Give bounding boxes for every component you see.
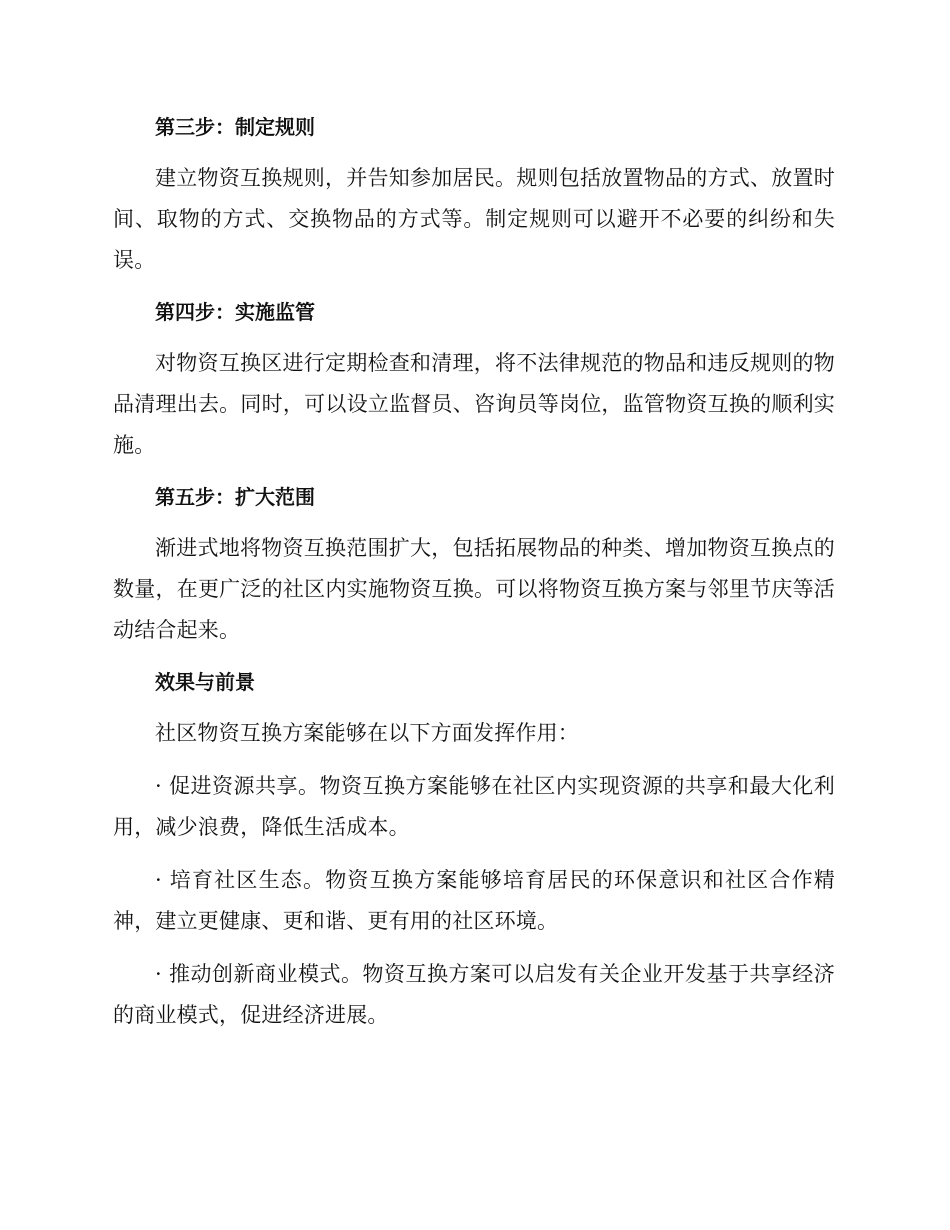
bullet-business-model: · 推动创新商业模式。物资互换方案可以启发有关企业开发基于共享经济的商业模式，促进经济进展。 bbox=[113, 962, 835, 1027]
bullet-community-ecology: · 培育社区生态。物资互换方案能够培育居民的环保意识和社区合作精神，建立更健康、更和谐、更有用的社区环境。 bbox=[113, 868, 835, 933]
paragraph-step-four: 对物资互换区进行定期检查和清理，将不法律规范的物品和违反规则的物品清理出去。同时，可以设立监督员、咨询员等岗位，监管物资互换的顺利实施。 bbox=[113, 351, 835, 457]
section-heading-step-four: 第四步：实施监管 bbox=[155, 300, 315, 324]
section-heading-step-five: 第五步：扩大范围 bbox=[155, 485, 315, 509]
paragraph-step-three: 建立物资互换规则，并告知参加居民。规则包括放置物品的方式、放置时间、取物的方式、交换物品的方式等。制定规则可以避开不必要的纠纷和失误。 bbox=[113, 166, 835, 272]
section-heading-effects: 效果与前景 bbox=[155, 670, 255, 694]
section-heading-step-three: 第三步：制定规则 bbox=[155, 115, 315, 139]
paragraph-step-five: 渐进式地将物资互换范围扩大，包括拓展物品的种类、增加物资互换点的数量，在更广泛的社区内实施物资互换。可以将物资互换方案与邻里节庆等活动结合起来。 bbox=[113, 536, 835, 642]
bullet-resource-sharing: · 促进资源共享。物资互换方案能够在社区内实现资源的共享和最大化利用，减少浪费，降低生活成本。 bbox=[113, 774, 835, 839]
paragraph-effects-intro: 社区物资互换方案能够在以下方面发挥作用： bbox=[155, 721, 579, 745]
document-body bbox=[113, 108, 835, 1048]
